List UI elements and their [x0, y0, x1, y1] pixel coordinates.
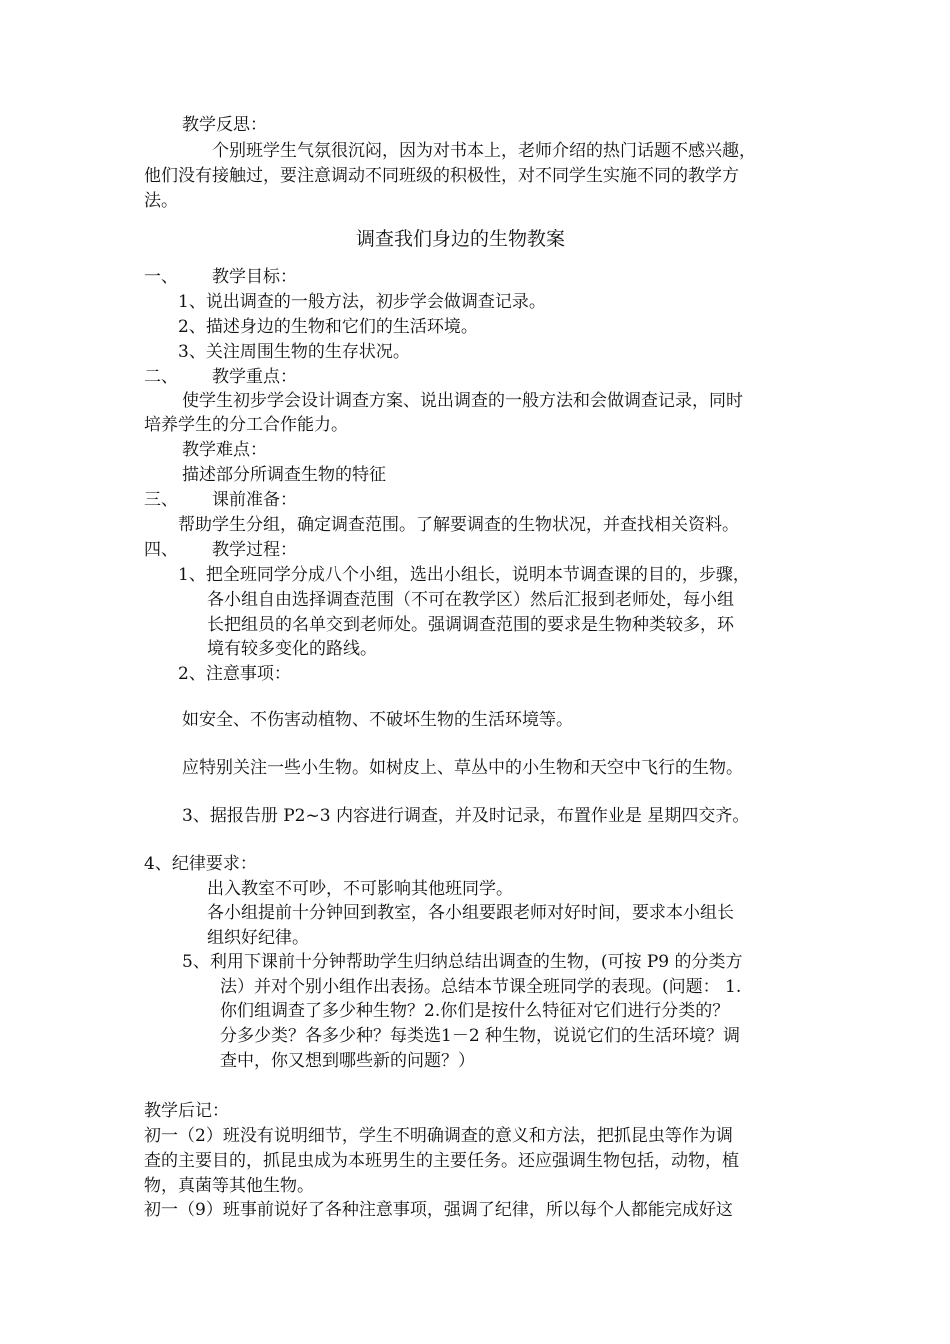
- objective-item: 3、关注周围生物的生存状况。: [178, 342, 410, 362]
- reflection-line: 个别班学生气氛很沉闷，因为对书本上，老师介绍的热门话题不感兴趣，: [212, 141, 756, 161]
- section-heading: 教学重点：: [212, 367, 297, 387]
- postscript-line: 查的主要目的，抓昆虫成为本班男生的主要任务。还应强调生物包括，动物，植: [144, 1151, 739, 1171]
- discipline-line: 各小组提前十分钟回到教室，各小组要跟老师对好时间，要求本小组长: [207, 903, 734, 923]
- step1-line: 境有较多变化的路线。: [207, 639, 377, 659]
- step2-heading: 2、注意事项：: [178, 664, 291, 684]
- difficulty-text: 描述部分所调查生物的特征: [182, 465, 386, 485]
- postscript-line: 物，真菌等其他生物。: [144, 1176, 314, 1196]
- section-number: 四、: [144, 540, 178, 560]
- reflection-heading: 教学反思：: [182, 115, 267, 135]
- objective-item: 1、说出调查的一般方法，初步学会做调查记录。: [178, 292, 546, 312]
- section-number: 一、: [144, 267, 178, 287]
- section-heading: 教学过程：: [212, 540, 297, 560]
- step1-line: 各小组自由选择调查范围（不可在教学区）然后汇报到老师处，每小组: [207, 590, 734, 610]
- preparation-text: 帮助学生分组，确定调查范围。了解要调查的生物状况，并查找相关资料。: [178, 515, 739, 535]
- postscript-heading: 教学后记：: [144, 1101, 229, 1121]
- step1-line: 长把组员的名单交到老师处。强调调查范围的要求是生物种类较多，环: [207, 615, 734, 635]
- note-line: 如安全、不伤害动植物、不破坏生物的生活环境等。: [182, 710, 573, 730]
- step5-line: 5、利用下课前十分钟帮助学生归纳总结出调查的生物，(可按 P9 的分类方: [182, 952, 743, 972]
- postscript-line: 初一（9）班事前说好了各种注意事项，强调了纪律，所以每个人都能完成好这: [144, 1200, 733, 1220]
- key-point-line: 使学生初步学会设计调查方案、说出调查的一般方法和会做调查记录，同时: [182, 391, 743, 411]
- step5-line: 查中，你又想到哪些新的问题？）: [220, 1051, 475, 1071]
- note-line: 应特别关注一些小生物。如树皮上、草丛中的小生物和天空中飞行的生物。: [182, 758, 743, 778]
- discipline-line: 组织好纪律。: [207, 928, 309, 948]
- step5-line: 法）并对个别小组作出表扬。总结本节课全班同学的表现。(问题： 1.: [220, 977, 742, 997]
- step4-heading: 4、纪律要求：: [144, 854, 257, 874]
- section-heading: 课前准备：: [212, 490, 297, 510]
- key-point-line: 培养学生的分工合作能力。: [144, 415, 348, 435]
- step5-line: 你们组调查了多少种生物？2.你们是按什么特征对它们进行分类的？: [220, 1001, 730, 1021]
- postscript-line: 初一（2）班没有说明细节，学生不明确调查的意义和方法，把抓昆虫等作为调: [144, 1126, 733, 1146]
- reflection-line: 法。: [144, 191, 178, 211]
- reflection-line: 他们没有接触过，要注意调动不同班级的积极性，对不同学生实施不同的教学方: [144, 166, 739, 186]
- section-number: 三、: [144, 490, 178, 510]
- step1-line: 1、把全班同学分成八个小组，选出小组长，说明本节调查课的目的，步骤，: [178, 565, 750, 585]
- discipline-line: 出入教室不可吵，不可影响其他班同学。: [207, 879, 513, 899]
- section-heading: 教学目标：: [212, 267, 297, 287]
- difficulty-heading: 教学难点：: [182, 440, 267, 460]
- document-title: 调查我们身边的生物教案: [356, 228, 566, 250]
- objective-item: 2、描述身边的生物和它们的生活环境。: [178, 317, 478, 337]
- step3-line: 3、据报告册 P2~3 内容进行调查，并及时记录，布置作业是 星期四交齐。: [182, 806, 750, 826]
- section-number: 二、: [144, 367, 178, 387]
- step5-line: 分多少类？各多少种？每类选1－2 种生物，说说它们的生活环境？调: [220, 1026, 741, 1046]
